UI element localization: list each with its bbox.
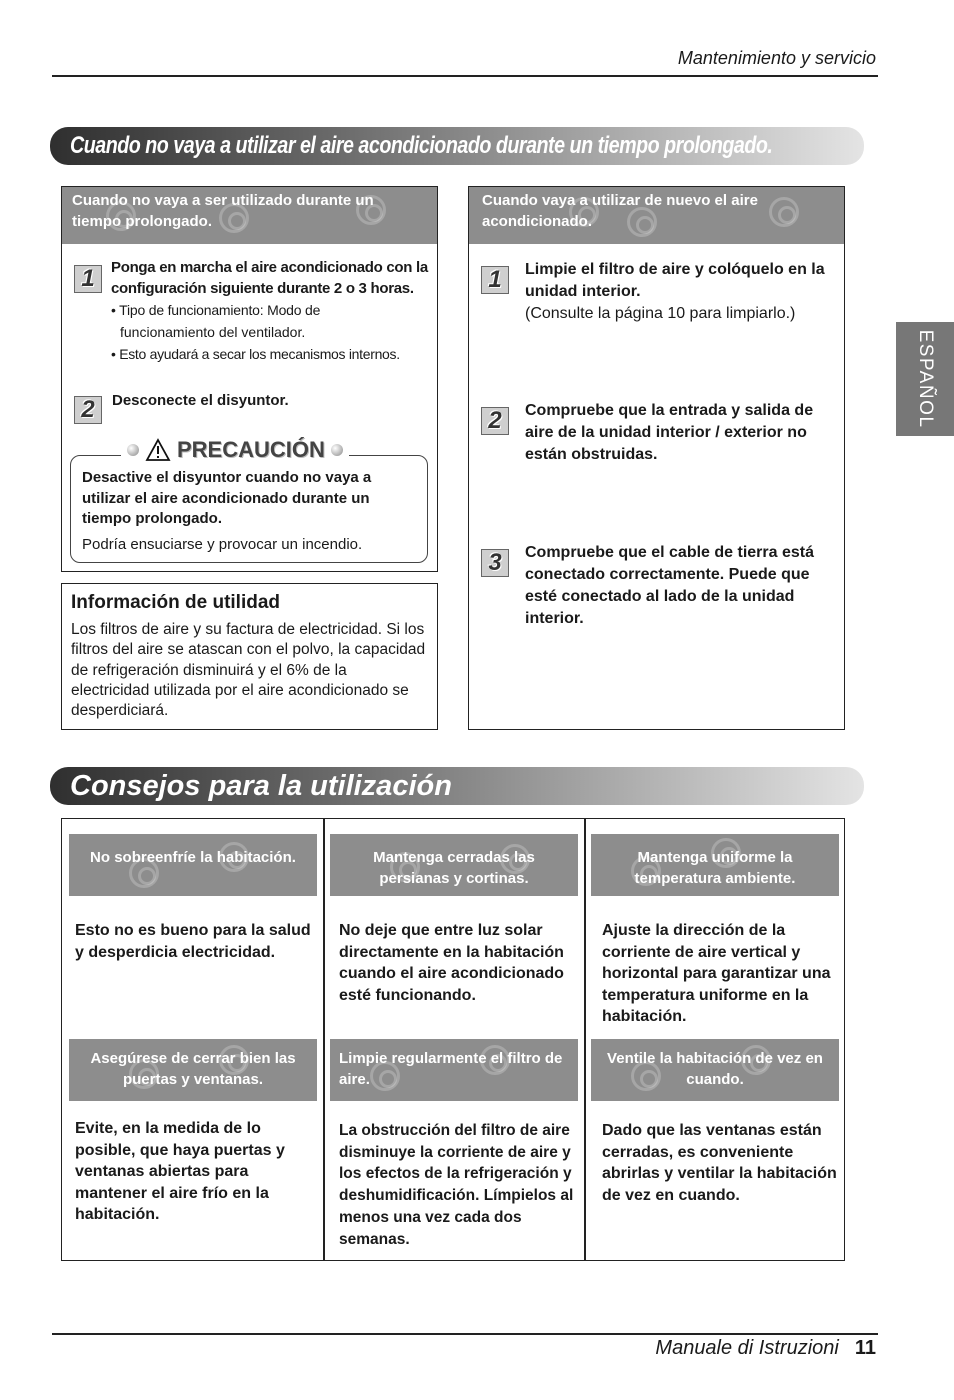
- caution-normal-text: Podría ensuciarse y provocar un incendio.: [82, 536, 363, 553]
- section-title-banner: [50, 767, 864, 805]
- info-text: Los filtros de aire y su factura de electricidad. Si los filtros del aire se atascan con el polvo, la capacidad de refrigeración disminuirá y el 6% de la electricidad utilizada por el aire acondicionado se desperdiciará.: [71, 621, 426, 720]
- section-title-banner: [50, 127, 864, 165]
- section-title: Cuando no vaya a utilizar el aire acondicionado durante un tiempo prolongado.: [70, 132, 773, 159]
- step-number-1: 1: [74, 265, 102, 293]
- info-box: [61, 583, 438, 730]
- tip-body: Evite, en la medida de lo posible, que haya puertas y ventanas abiertas para mantener el aire frío en la habitación.: [75, 1120, 285, 1223]
- bullet-dot-icon: [127, 444, 139, 456]
- right-step-3: Compruebe que el cable de tierra está conectado correctamente. Puede que esté conectado al lado de la unidad interior.: [525, 544, 814, 627]
- right-step-2: Compruebe que la entrada y salida de aire de la unidad interior / exterior no están obstruidas.: [525, 402, 814, 463]
- header-rule: [52, 75, 878, 77]
- caution-box: [70, 437, 428, 563]
- step1-bullet1-line1: • Tipo de funcionamiento: Modo de: [111, 302, 321, 318]
- right-panel: [468, 186, 845, 730]
- tip-body: Esto no es bueno para la salud y desperdicia electricidad.: [75, 922, 311, 961]
- tip-body: No deje que entre luz solar directamente en la habitación cuando el aire acondicionado esté funcionando.: [339, 922, 564, 1004]
- step1-bullet2: • Esto ayudará a secar los mecanismos internos.: [111, 346, 400, 362]
- caution-title: PRECAUCIÓN: [177, 437, 325, 462]
- step1-main-line2: configuración siguiente durante 2 o 3 horas.: [111, 280, 414, 297]
- footer-rule: [52, 1333, 878, 1335]
- tip-header: Mantenga cerradas las persianas y cortinas.: [330, 834, 578, 896]
- right-panel-header: [469, 187, 844, 244]
- caution-bold-text: Desactive el disyuntor cuando no vaya a utilizar el aire acondicionado durante un tiempo prolongado.: [82, 469, 372, 527]
- tip-header: Ventile la habitación de vez en cuando.: [591, 1039, 839, 1101]
- section-title: Consejos para la utilización: [70, 770, 452, 802]
- step-number-2: 2: [481, 407, 509, 435]
- left-panel-header: [62, 187, 437, 244]
- tips-grid: [61, 818, 845, 1261]
- tip-body: La obstrucción del filtro de aire disminuye la corriente de aire y los efectos de la refrigeración y deshumidificación. Límpielos al menos una vez cada dos semanas.: [339, 1122, 574, 1248]
- warning-triangle-icon: [145, 438, 171, 462]
- column-divider: [584, 819, 586, 1260]
- tip-header: Asegúrese de cerrar bien las puertas y ventanas.: [69, 1039, 317, 1101]
- left-step-2: Desconecte el disyuntor.: [112, 392, 289, 409]
- step-number-2: 2: [74, 396, 102, 424]
- page-number: 11: [854, 1337, 876, 1359]
- step1-bullet1-line2: funcionamiento del ventilador.: [120, 324, 306, 340]
- tip-header: Mantenga uniforme la temperatura ambiente.: [591, 834, 839, 896]
- left-step-1: [111, 257, 431, 365]
- column-divider: [323, 819, 325, 1260]
- footer-manual-title: Manuale di Istruzioni: [655, 1337, 839, 1359]
- step-number-1: 1: [481, 266, 509, 294]
- tip-body: Ajuste la dirección de la corriente de aire vertical y horizontal para garantizar una temperatura uniforme en la habitación.: [602, 922, 831, 1025]
- language-tab: [896, 322, 954, 436]
- info-title: Información de utilidad: [71, 592, 281, 613]
- left-panel-header-text: Cuando no vaya a ser utilizado durante un tiempo prolongado.: [72, 192, 374, 230]
- running-header: Mantenimiento y servicio: [677, 48, 876, 68]
- caution-title-bar: [121, 436, 349, 464]
- step1-main-line1: Ponga en marcha el aire acondicionado con la: [111, 259, 428, 276]
- footer: [655, 1337, 876, 1360]
- language-tab-label: ESPAÑOL: [915, 329, 936, 429]
- step-number-3: 3: [481, 549, 509, 577]
- bullet-dot-icon: [331, 444, 343, 456]
- right-step-1-note: (Consulte la página 10 para limpiarlo.): [525, 305, 796, 322]
- right-panel-header-text: Cuando vaya a utilizar de nuevo el aire acondicionado.: [482, 192, 758, 230]
- tip-header: No sobreenfríe la habitación.: [69, 834, 317, 896]
- tip-header: Limpie regularmente el filtro de aire.: [330, 1039, 578, 1101]
- left-panel: [61, 186, 438, 572]
- right-step-1-text: Limpie el filtro de aire y colóquelo en la unidad interior.: [525, 261, 825, 300]
- tip-body: Dado que las ventanas están cerradas, es conveniente abrirlas y ventilar la habitación de vez en cuando.: [602, 1122, 837, 1204]
- right-step-1: [525, 259, 835, 325]
